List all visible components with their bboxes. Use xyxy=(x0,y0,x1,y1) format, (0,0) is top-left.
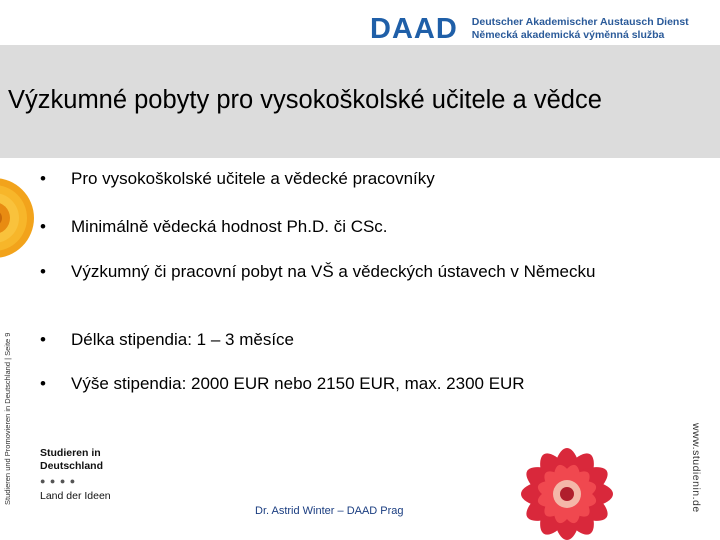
bullet-text: Výše stipendia: 2000 EUR nebo 2150 EUR, max. 2300 EUR xyxy=(71,374,525,393)
slide-title: Výzkumné pobyty pro vysokoškolské učitele a vědce xyxy=(8,86,602,114)
bullet-item xyxy=(40,169,435,189)
bullet-text: Pro vysokoškolské učitele a vědecké pracovníky xyxy=(71,169,435,188)
bullet-text: Délka stipendia: 1 – 3 měsíce xyxy=(71,330,295,349)
bullet-dot: • xyxy=(40,217,46,236)
bullet-item xyxy=(40,374,681,394)
bullet-item xyxy=(40,330,294,350)
footer-author: Dr. Astrid Winter – DAAD Prag xyxy=(255,505,404,517)
daad-logo xyxy=(370,14,689,44)
flower-left-image xyxy=(0,168,44,268)
bullet-dot: • xyxy=(40,169,46,188)
daad-tagline-cz: Německá akademická výměnná služba xyxy=(471,29,665,41)
bullet-text: Minimálně vědecká hodnost Ph.D. či CSc. xyxy=(71,217,388,236)
bullet-dot: • xyxy=(40,330,46,349)
logo-line-1: Studieren in xyxy=(40,447,101,459)
bullet-text: Výzkumný či pracovní pobyt na VŠ a vědeckých ústavech v Německu xyxy=(71,262,596,281)
daad-wordmark: DAAD xyxy=(370,12,458,45)
bullet-dot: • xyxy=(40,374,46,393)
logo-dots-icon: ● ● ● ● xyxy=(40,476,77,486)
bullet-item xyxy=(40,262,651,282)
logo-line-3: Land der Ideen xyxy=(40,490,111,502)
website-label: www.studienin.de xyxy=(690,423,702,513)
bullet-dot: • xyxy=(40,262,46,281)
bullet-item xyxy=(40,217,388,237)
daad-tagline-de: Deutscher Akademischer Austausch Dienst xyxy=(471,16,689,28)
studieren-in-deutschland-logo xyxy=(40,447,120,503)
side-page-label: Studieren und Promovieren in Deutschland | Seite 9 xyxy=(3,332,12,505)
daad-tagline xyxy=(472,16,689,42)
flower-right-image xyxy=(505,422,625,540)
logo-line-2: Deutschland xyxy=(40,460,104,472)
